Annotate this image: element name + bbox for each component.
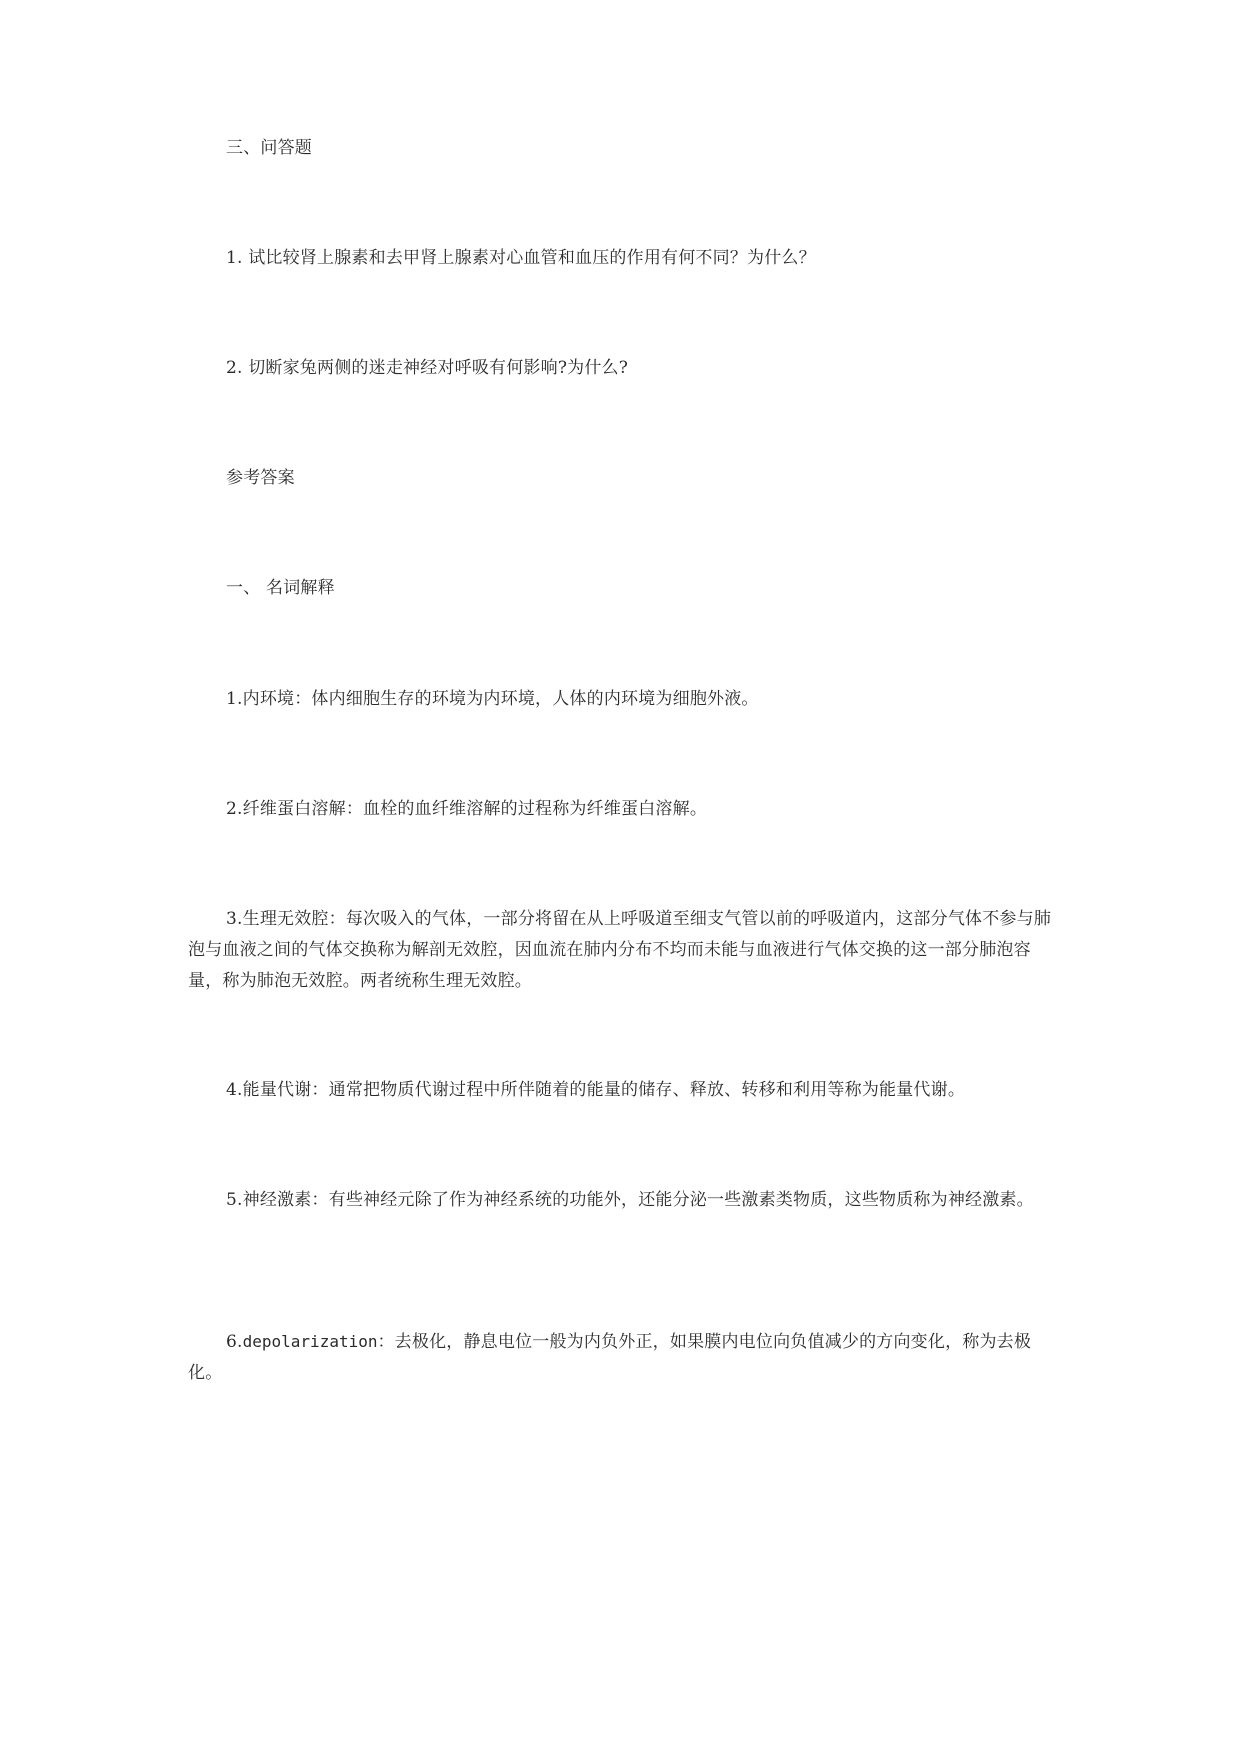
answer-item-4: 4.能量代谢：通常把物质代谢过程中所伴随着的能量的储存、释放、转移和利用等称为能量代谢。 (226, 1080, 966, 1100)
answer-item-1: 1.内环境：体内细胞生存的环境为内环境，人体的内环境为细胞外液。 (226, 689, 759, 709)
answer-item-5: 5.神经激素：有些神经元除了作为神经系统的功能外，还能分泌一些激素类物质，这些物质称为神经激素。 (226, 1190, 1034, 1210)
question-1: 1. 试比较肾上腺素和去甲肾上腺素对心血管和血压的作用有何不同？为什么？ (226, 248, 816, 268)
section-heading-terms: 一、 名词解释 (226, 578, 335, 598)
answer-item-6-term: depolarization (242, 1332, 378, 1351)
answer-item-6-number: 6. (226, 1332, 243, 1352)
answer-item-3: 3.生理无效腔：每次吸入的气体，一部分将留在从上呼吸道至细支气管以前的呼吸道内，这部分气体不参与肺泡与血液之间的气体交换称为解剖无效腔，因血流在肺内分布不均而未能与血液进行气体交换的这一部分肺泡容量，称为肺泡无效腔。两者统称生理无效腔。 (188, 909, 1052, 991)
question-2: 2. 切断家兔两侧的迷走神经对呼吸有何影响?为什么? (226, 358, 629, 378)
section-heading-qa: 三、问答题 (226, 138, 312, 158)
answer-item-6-text: ：去极化，静息电位一般为内负外正，如果膜内电位向负值减少的方向变化，称为去极化。 (188, 1332, 1032, 1383)
answer-item-2: 2.纤维蛋白溶解：血栓的血纤维溶解的过程称为纤维蛋白溶解。 (226, 799, 708, 819)
answers-heading: 参考答案 (226, 468, 295, 488)
answer-item-6 (188, 1326, 1054, 1389)
